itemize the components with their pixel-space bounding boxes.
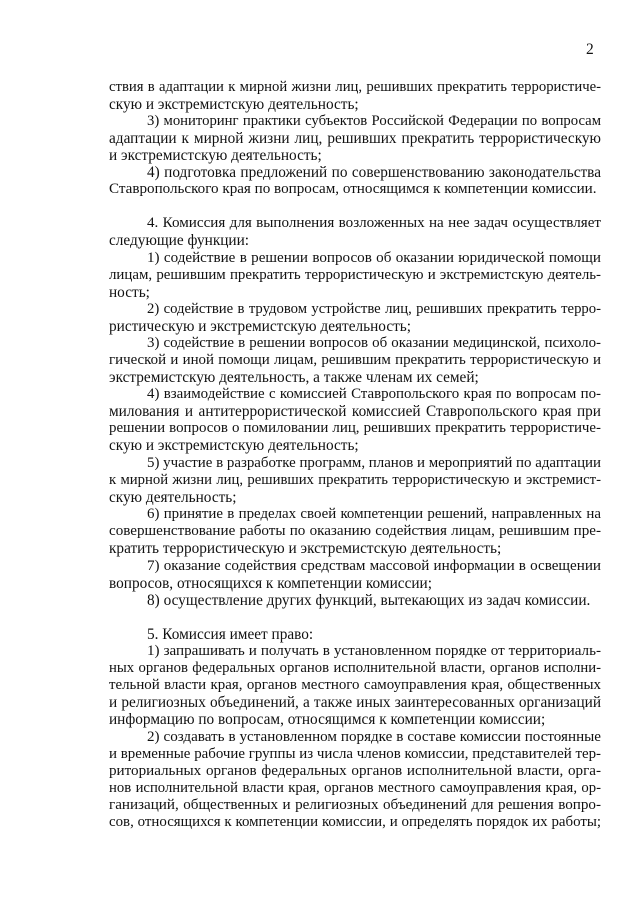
text-line: экстремистскую деятельность, а также членам их семей; bbox=[109, 369, 479, 386]
text-line: тельной власти края, органов местного самоуправления края, общественных bbox=[109, 677, 601, 693]
text-line: адаптации к мирной жизни лиц, решивших прекратить террористическую bbox=[109, 130, 601, 147]
text-line: 1) запрашивать и получать в установленном порядке от территориаль- bbox=[147, 643, 601, 659]
text-line: к мирной жизни лиц, решивших прекратить террористическую и экстремист- bbox=[109, 472, 601, 488]
text-line: 4) взаимодействие с комиссией Ставропольского края по вопросам по- bbox=[147, 386, 601, 402]
text-line: 2) создавать в установленном порядке в составе комиссии постоянные bbox=[147, 729, 601, 745]
text-line: 5) участие в разработке программ, планов и мероприятий по адаптации bbox=[147, 455, 601, 471]
text-line: 8) осуществление других функций, вытекающих из задач комиссии. bbox=[147, 592, 591, 609]
text-line: милования и антитеррористической комиссией Ставропольского края при bbox=[109, 403, 601, 420]
text-line: ствия в адаптации к мирной жизни лиц, решивших прекратить террористиче- bbox=[109, 79, 601, 95]
text-line: 1) содействие в решении вопросов об оказании юридической помощи bbox=[147, 250, 601, 266]
text-line: лицам, решившим прекратить террористическую и экстремистскую деятель- bbox=[109, 267, 601, 283]
text-line: и религиозных объединений, а также иных заинтересованных организаций bbox=[109, 694, 601, 711]
text-line: решении вопросов о помиловании лиц, решивших прекратить террористиче- bbox=[109, 420, 601, 436]
text-line: 6) принятие в пределах своей компетенции решений, направленных на bbox=[147, 506, 601, 522]
text-line: скую деятельность; bbox=[109, 489, 237, 506]
text-line: риториальных органов федеральных органов исполнительной власти, орга- bbox=[109, 763, 601, 779]
text-line: и временные рабочие группы из числа членов комиссии, представителей тер- bbox=[109, 746, 601, 762]
text-line: скую и экстремистскую деятельность; bbox=[109, 96, 359, 113]
text-line: 4. Комиссия для выполнения возложенных на нее задач осуществляет bbox=[147, 215, 601, 231]
text-line: ных органов федеральных органов исполнительной власти, органов исполни- bbox=[109, 660, 601, 676]
text-line: 7) оказание содействия средствам массовой информации в освещении bbox=[147, 558, 601, 574]
text-line: кратить террористическую и экстремистскую деятельность; bbox=[109, 540, 502, 557]
text-line: 2) содействие в трудовом устройстве лиц, решивших прекратить терро- bbox=[147, 301, 601, 317]
text-line: сов, относящихся к компетенции комиссии, и определять порядок их работы; bbox=[109, 814, 601, 830]
text-line: 3) содействие в решении вопросов об оказании медицинской, психоло- bbox=[147, 335, 601, 351]
text-line: скую и экстремистскую деятельность; bbox=[109, 437, 359, 454]
text-line: совершенствование работы по оказанию содействия лицам, решившим пре- bbox=[109, 523, 601, 539]
text-line: ганизаций, общественных и религиозных объединений для решения вопро- bbox=[109, 797, 601, 813]
text-line: гической и иной помощи лицам, решившим прекратить террористическую и bbox=[109, 352, 601, 368]
text-line: Ставропольского края по вопросам, относящимся к компетенции комиссии. bbox=[109, 181, 597, 197]
text-line: нов исполнительной власти края, органов местного самоуправления края, ор- bbox=[109, 780, 601, 796]
text-line: и экстремистскую деятельность; bbox=[109, 147, 322, 164]
text-line: ристическую и экстремистскую деятельность; bbox=[109, 318, 412, 335]
text-line: 5. Комиссия имеет право: bbox=[147, 626, 314, 643]
text-line: информацию по вопросам, относящимся к компетенции комиссии; bbox=[109, 711, 546, 728]
text-line: 4) подготовка предложений по совершенствованию законодательства bbox=[147, 164, 601, 181]
text-line: вопросов, относящихся к компетенции комиссии; bbox=[109, 575, 432, 592]
text-line: ность; bbox=[109, 284, 150, 301]
text-line: следующие функции: bbox=[109, 232, 250, 249]
page-number: 2 bbox=[586, 41, 594, 58]
text-line: 3) мониторинг практики субъектов Российской Федерации по вопросам bbox=[147, 113, 601, 129]
